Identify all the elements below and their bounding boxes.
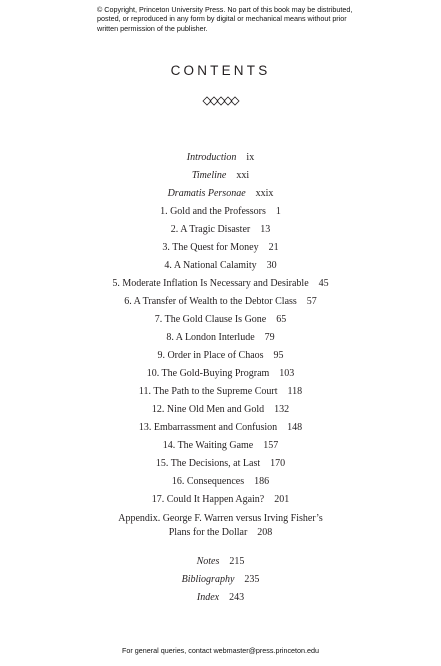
toc-entry-title: 1. Gold and the Professors — [160, 206, 266, 217]
toc-entry-chapter-4[interactable] — [0, 257, 441, 275]
diamond-chain-ornament-icon — [0, 95, 441, 109]
toc-entry-chapter-17[interactable] — [0, 491, 441, 509]
toc-entry-title: 11. The Path to the Supreme Court — [138, 386, 278, 397]
toc-entry-page: 1 — [275, 206, 281, 217]
toc-entry-title: 16. Consequences — [171, 476, 245, 487]
footer-contact: For general queries, contact webmaster@press.princeton.edu — [121, 646, 320, 655]
toc-entry-title: Bibliography — [181, 573, 235, 585]
toc-entry-page: ix — [246, 152, 255, 163]
toc-entry-title: 8. A London Interlude — [166, 332, 255, 343]
toc-entry-introduction[interactable] — [0, 149, 441, 167]
toc-entry-page: 148 — [287, 422, 303, 433]
toc-entry-timeline[interactable] — [0, 167, 441, 185]
toc-entry-title: 10. The Gold-Buying Program — [146, 368, 270, 379]
toc-entry-chapter-5[interactable] — [0, 275, 441, 293]
toc-entry-title: Timeline — [191, 170, 227, 181]
toc-entry-chapter-12[interactable] — [0, 401, 441, 419]
toc-entry-page: xxi — [236, 170, 250, 181]
toc-entry-page: 103 — [279, 368, 295, 379]
toc-entry-title: 15. The Decisions, at Last — [155, 458, 261, 469]
toc-entry-title: Notes — [196, 555, 220, 567]
toc-entry-chapter-1[interactable] — [0, 203, 441, 221]
toc-entry-page: 57 — [306, 296, 317, 307]
toc-entry-title: Index — [196, 591, 220, 603]
toc-entry-title: 5. Moderate Inflation Is Necessary and Desirable — [112, 278, 309, 289]
toc-entry-page: 65 — [276, 314, 287, 325]
ornament-svg — [202, 95, 240, 107]
toc-entry-notes[interactable] — [0, 553, 441, 571]
toc-entry-page: 235 — [244, 573, 260, 585]
toc-entry-chapter-16[interactable] — [0, 473, 441, 491]
toc-entry-page: 170 — [270, 458, 286, 469]
toc-entry-chapter-14[interactable] — [0, 437, 441, 455]
toc-entry-chapter-3[interactable] — [0, 239, 441, 257]
toc-entry-title: 4. A National Calamity — [164, 260, 257, 271]
toc-entry-title: 13. Embarrassment and Confusion — [138, 422, 278, 433]
toc-entry-chapter-9[interactable] — [0, 347, 441, 365]
table-of-contents — [0, 149, 441, 607]
toc-entry-page: 79 — [264, 332, 275, 343]
toc-entry-page: xxix — [255, 188, 274, 199]
toc-entry-appendix[interactable] — [0, 509, 441, 541]
toc-entry-page: 157 — [263, 440, 279, 451]
toc-entry-page: 30 — [266, 260, 277, 271]
toc-entry-page: 95 — [273, 350, 284, 361]
toc-entry-chapter-7[interactable] — [0, 311, 441, 329]
toc-entry-page: 186 — [254, 476, 270, 487]
toc-entry-chapter-11[interactable] — [0, 383, 441, 401]
toc-entry-chapter-15[interactable] — [0, 455, 441, 473]
toc-entry-page: 132 — [274, 404, 290, 415]
toc-entry-page: 243 — [229, 591, 245, 603]
toc-entry-chapter-8[interactable] — [0, 329, 441, 347]
toc-entry-page: 215 — [229, 555, 245, 567]
toc-entry-page: 208 — [257, 526, 273, 538]
toc-entry-title: Introduction — [186, 152, 237, 163]
toc-entry-chapter-2[interactable] — [0, 221, 441, 239]
toc-entry-page: 13 — [260, 224, 271, 235]
toc-entry-chapter-10[interactable] — [0, 365, 441, 383]
toc-entry-chapter-13[interactable] — [0, 419, 441, 437]
toc-entry-dramatis-personae[interactable] — [0, 185, 441, 203]
toc-entry-title: 2. A Tragic Disaster — [170, 224, 251, 235]
toc-entry-bibliography[interactable] — [0, 571, 441, 589]
toc-entry-title: 7. The Gold Clause Is Gone — [154, 314, 267, 325]
copyright-notice: © Copyright, Princeton University Press. No part of this book may be distributed, posted, or reproduced in any form by digital or mechanical means without prior written permission of the publisher. — [97, 5, 353, 33]
page-title: CONTENTS — [170, 63, 271, 78]
toc-entry-chapter-6[interactable] — [0, 293, 441, 311]
toc-entry-page: 201 — [274, 494, 290, 505]
toc-entry-title: 6. A Transfer of Wealth to the Debtor Class — [124, 296, 297, 307]
toc-entry-title-continued: Plans for the Dollar — [168, 526, 248, 538]
toc-entry-title: 3. The Quest for Money — [162, 242, 259, 253]
toc-entry-title: Appendix. George F. Warren versus Irving Fisher’s — [118, 513, 323, 524]
toc-entry-title: 12. Nine Old Men and Gold — [151, 404, 265, 415]
toc-entry-index[interactable] — [0, 589, 441, 607]
toc-entry-title: 17. Could It Happen Again? — [151, 494, 265, 505]
toc-entry-title: 14. The Waiting Game — [162, 440, 254, 451]
toc-entry-page: 118 — [287, 386, 303, 397]
toc-entry-page: 21 — [268, 242, 279, 253]
toc-entry-page: 45 — [318, 278, 329, 289]
toc-entry-title: Dramatis Personae — [167, 188, 246, 199]
toc-entry-title: 9. Order in Place of Chaos — [157, 350, 264, 361]
